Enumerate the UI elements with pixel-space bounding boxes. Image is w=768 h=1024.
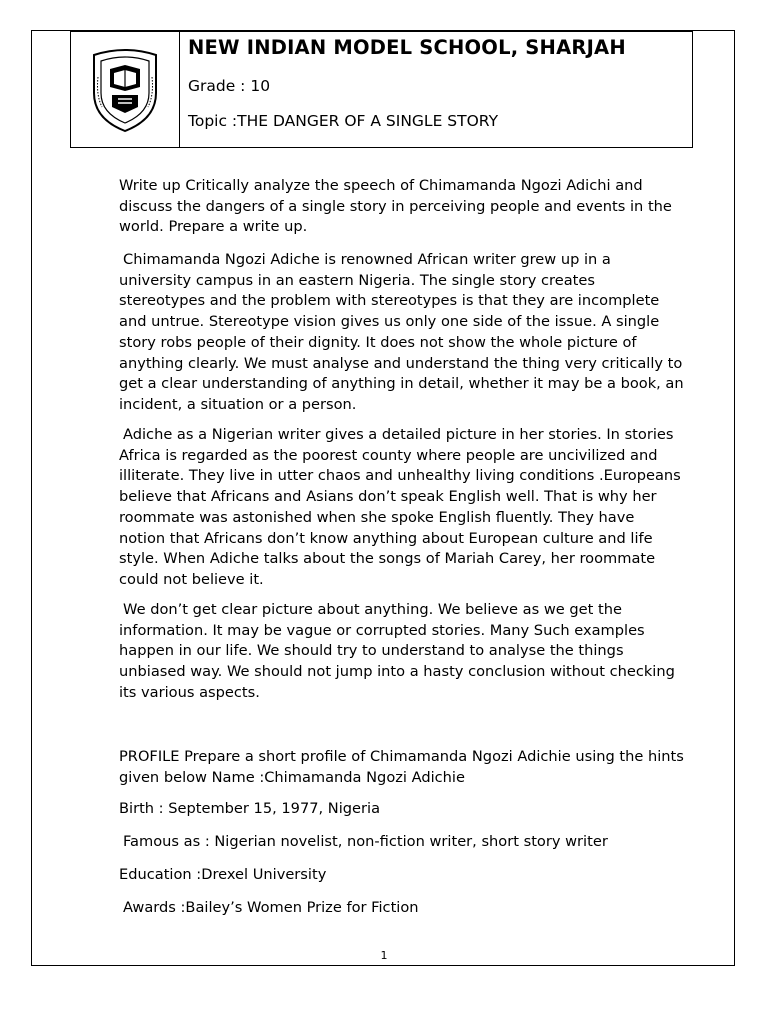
paragraph-clear-picture: We don’t get clear picture about anything. We believe as we get the information. It may be vague or corrupted stories. Many Such examples happen in our life. We should try to understand to analyse the things unbiased way. We should not jump into a hasty conclusion without checking its various aspects. xyxy=(119,601,675,701)
profile-education: Education :Drexel University xyxy=(119,866,327,883)
paragraph-stereotypes: Chimamanda Ngozi Adiche is renowned African writer grew up in a university campus in an eastern Nigeria. The single story creates stereotypes and the problem with stereotypes is that they are incomplete and untrue. Stereotype vision gives us only one side of the issue. A single story robs people of their dignity. It does not show the whole picture of anything clearly. We must analyse and understand the thing very critically to get a clear understanding of anything in detail, whether it may be a book, an incident, a situation or a person. xyxy=(119,251,684,413)
grade-label: Grade : 10 xyxy=(188,77,271,95)
header-text xyxy=(180,32,692,147)
profile-intro: PROFILE Prepare a short profile of Chimamanda Ngozi Adichie using the hints given below Name :Chimamanda Ngozi Adichie xyxy=(119,748,684,786)
paragraph-adiche-stories: Adiche as a Nigerian writer gives a detailed picture in her stories. In stories Africa is regarded as the poorest county where people are uncivilized and illiterate. They live in utter chaos and unhealthy living conditions .Europeans believe that Africans and Asians don’t speak English well. That is why her roommate was astonished when she spoke English fluently. They have notion that Africans don’t know anything about European culture and life style. When Adiche talks about the songs of Mariah Carey, her roommate could not believe it. xyxy=(119,426,681,588)
page-number: 1 xyxy=(380,949,388,962)
profile-birth: Birth : September 15, 1977, Nigeria xyxy=(119,800,381,817)
school-name: NEW INDIAN MODEL SCHOOL, SHARJAH xyxy=(188,36,626,59)
topic-label: Topic :THE DANGER OF A SINGLE STORY xyxy=(188,112,499,130)
profile-famous: Famous as : Nigerian novelist, non-fiction writer, short story writer xyxy=(123,833,608,850)
header-box xyxy=(70,31,693,148)
school-crest-icon xyxy=(90,47,160,133)
paragraph-intro: Write up Critically analyze the speech of Chimamanda Ngozi Adichi and discuss the dangers of a single story in perceiving people and events in the world. Prepare a write up. xyxy=(119,177,672,236)
profile-awards: Awards :Bailey’s Women Prize for Fiction xyxy=(123,899,419,916)
school-logo-cell xyxy=(71,32,180,147)
